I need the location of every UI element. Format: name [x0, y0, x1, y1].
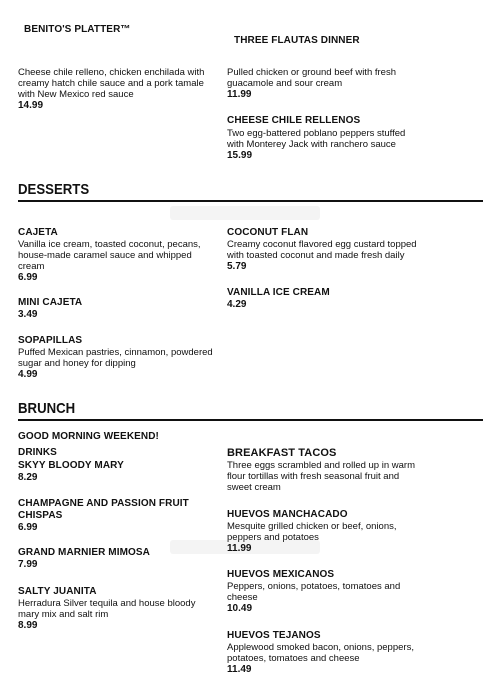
item-price-mimosa: 7.99 — [18, 559, 38, 570]
item-name-chispas-line: CHAMPAGNE AND PASSION FRUIT — [18, 498, 189, 509]
desc-line: guacamole and sour cream — [227, 78, 343, 89]
item-desc-benito — [18, 67, 204, 112]
item-name-mini-cajeta: MINI CAJETA — [18, 297, 83, 308]
menu-item-sopapillas — [18, 335, 213, 381]
item-price-bloody-mary: 8.29 — [18, 472, 38, 483]
item-name-mimosa: GRAND MARNIER MIMOSA — [18, 547, 150, 558]
item-name-flautas: THREE FLAUTAS DINNER — [234, 35, 360, 46]
desc-line: house-made caramel sauce and whipped — [18, 250, 192, 261]
item-price-salty-juanita: 8.99 — [18, 620, 38, 631]
item-price-flautas: 11.99 — [227, 89, 252, 100]
item-name-vanilla-ice-cream: VANILLA ICE CREAM — [227, 287, 330, 298]
desc-line: Pulled chicken or ground beef with fresh — [227, 67, 396, 78]
desc-line: sweet cream — [227, 482, 281, 493]
menu-item-breakfast-tacos — [227, 447, 415, 493]
desc-line: with toasted coconut and made fresh daily — [227, 250, 405, 261]
desc-line: Herradura Silver tequila and house bloody — [18, 598, 196, 609]
desc-line: Puffed Mexican pastries, cinnamon, powdered — [18, 347, 213, 358]
desc-line: creamy hatch chile sauce and a pork tamale — [18, 78, 204, 89]
desc-line: cream — [18, 261, 45, 272]
desc-line: Creamy coconut flavored egg custard topped — [227, 239, 417, 250]
desc-line: Three eggs scrambled and rolled up in warm — [227, 460, 415, 471]
item-name-huevos-tejanos: HUEVOS TEJANOS — [227, 630, 321, 641]
item-price-huevos-tejanos: 11.49 — [227, 664, 252, 675]
item-price-benito: 14.99 — [18, 100, 44, 111]
brunch-subtitle: GOOD MORNING WEEKEND! — [18, 431, 159, 442]
item-name-sopapillas: SOPAPILLAS — [18, 335, 83, 346]
menu-item-huevos-manchacado — [227, 509, 397, 555]
desc-line: mary mix and salt rim — [18, 609, 109, 620]
item-name-chispas-line: CHISPAS — [18, 510, 63, 521]
item-name-huevos-mexicanos: HUEVOS MEXICANOS — [227, 569, 335, 580]
item-price-rellenos: 15.99 — [227, 150, 253, 161]
item-price-cajeta: 6.99 — [18, 272, 38, 283]
section-rule-brunch — [18, 419, 483, 421]
desc-line: Mesquite grilled chicken or beef, onions, — [227, 521, 397, 532]
item-desc-flautas — [227, 67, 396, 101]
menu-item-coconut-flan — [227, 227, 417, 273]
menu-item-vanilla-ice-cream — [227, 287, 330, 311]
menu-item-huevos-mexicanos — [227, 569, 400, 615]
item-name-cajeta: CAJETA — [18, 227, 58, 238]
item-price-huevos-manchacado: 11.99 — [227, 543, 252, 554]
desc-line: Vanilla ice cream, toasted coconut, pecans, — [18, 239, 201, 250]
menu-item-salty-juanita — [18, 586, 195, 632]
menu-item-chispas — [18, 498, 189, 534]
item-name-bloody-mary: SKYY BLOODY MARY — [18, 460, 124, 471]
section-title-brunch: BRUNCH — [18, 400, 76, 417]
menu-item-bloody-mary — [18, 460, 124, 484]
desc-line: Cheese chile relleno, chicken enchilada with — [18, 67, 205, 78]
item-price-chispas: 6.99 — [18, 522, 38, 533]
watermark-1 — [170, 206, 320, 220]
menu-item-mini-cajeta — [18, 297, 82, 321]
item-name-benito: BENITO'S PLATTER™ — [24, 24, 131, 35]
desc-line: potatoes, tomatoes and cheese — [227, 653, 360, 664]
desc-line: with New Mexico red sauce — [18, 89, 134, 100]
item-name-coconut-flan: COCONUT FLAN — [227, 227, 309, 238]
desc-line: Peppers, onions, potatoes, tomatoes and — [227, 581, 401, 592]
item-name-salty-juanita: SALTY JUANITA — [18, 586, 97, 597]
item-price-coconut-flan: 5.79 — [227, 261, 247, 272]
item-price-huevos-mexicanos: 10.49 — [227, 603, 253, 614]
menu-item-rellenos — [227, 115, 405, 162]
desc-line: sugar and honey for dipping — [18, 358, 136, 369]
item-price-sopapillas: 4.99 — [18, 369, 38, 380]
desc-line: cheese — [227, 592, 258, 603]
menu-item-cajeta — [18, 227, 201, 284]
item-name-breakfast-tacos: BREAKFAST TACOS — [227, 447, 337, 459]
desc-line: with Monterey Jack with ranchero sauce — [227, 139, 396, 150]
menu-item-mimosa — [18, 547, 150, 571]
desc-line: Applewood smoked bacon, onions, peppers, — [227, 642, 414, 653]
drinks-label: DRINKS — [18, 447, 57, 458]
item-price-mini-cajeta: 3.49 — [18, 309, 38, 320]
item-name-rellenos: CHEESE CHILE RELLENOS — [227, 115, 361, 126]
desc-line: Two egg-battered poblano peppers stuffed — [227, 128, 406, 139]
item-name-huevos-manchacado: HUEVOS MANCHACADO — [227, 509, 348, 520]
desc-line: peppers and potatoes — [227, 532, 319, 543]
section-title-desserts: DESSERTS — [18, 181, 90, 198]
item-price-vanilla-ice-cream: 4.29 — [227, 299, 247, 310]
desc-line: flour tortillas with fresh seasonal fruit and — [227, 471, 400, 482]
menu-item-huevos-tejanos — [227, 630, 414, 676]
section-rule-desserts — [18, 200, 483, 202]
